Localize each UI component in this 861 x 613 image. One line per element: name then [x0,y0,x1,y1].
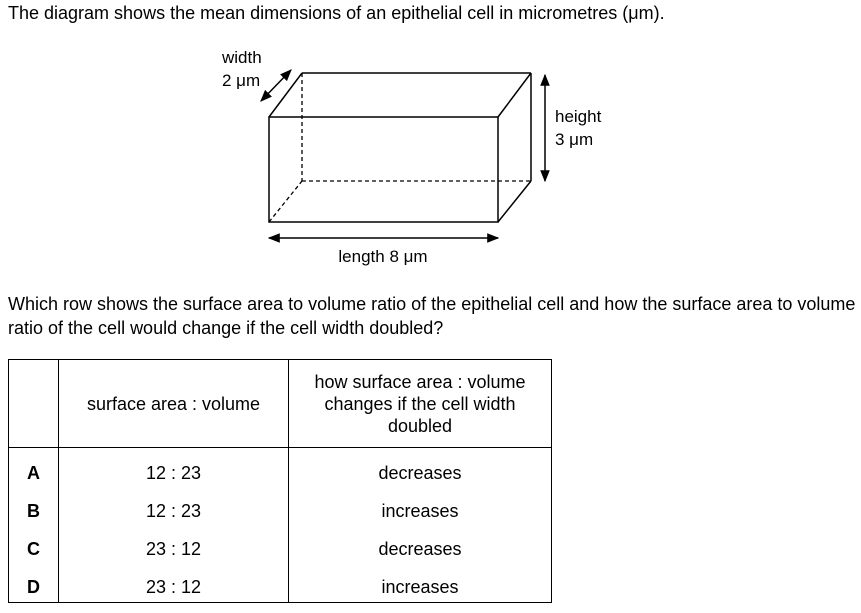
visible-edges [269,73,531,222]
header-ratio: surface area : volume [59,360,289,448]
hidden-edges [269,73,531,222]
row-change: increases [289,486,552,524]
question-text: Which row shows the surface area to volume ratio of the epithelial cell and how the surface area to volume ratio of the cell would change if the cell width doubled? [8,294,856,338]
answer-table [8,359,552,603]
cell-dimensions-diagram [0,0,861,290]
table-row [9,486,552,524]
table-row [9,448,552,487]
height-label: height [555,107,602,126]
row-letter: A [9,448,59,487]
table-row [9,524,552,562]
width-arrow [261,70,291,101]
row-change: decreases [289,524,552,562]
row-letter: B [9,486,59,524]
width-value: 2 μm [222,71,261,90]
row-ratio: 12 : 23 [59,448,289,487]
header-letter-cell [9,360,59,448]
row-change: decreases [289,448,552,487]
width-label: width [222,48,262,67]
row-letter: C [9,524,59,562]
intro-text: The diagram shows the mean dimensions of an epithelial cell in micrometres (μm). [8,3,665,23]
header-change: how surface area : volume changes if the cell width doubled [289,360,552,448]
row-ratio: 23 : 12 [59,524,289,562]
length-label: length 8 μm [338,247,428,266]
table-header-row [9,360,552,448]
row-change: increases [289,562,552,603]
row-letter: D [9,562,59,603]
height-value: 3 μm [555,130,594,149]
row-ratio: 12 : 23 [59,486,289,524]
table-row [9,562,552,603]
row-ratio: 23 : 12 [59,562,289,603]
